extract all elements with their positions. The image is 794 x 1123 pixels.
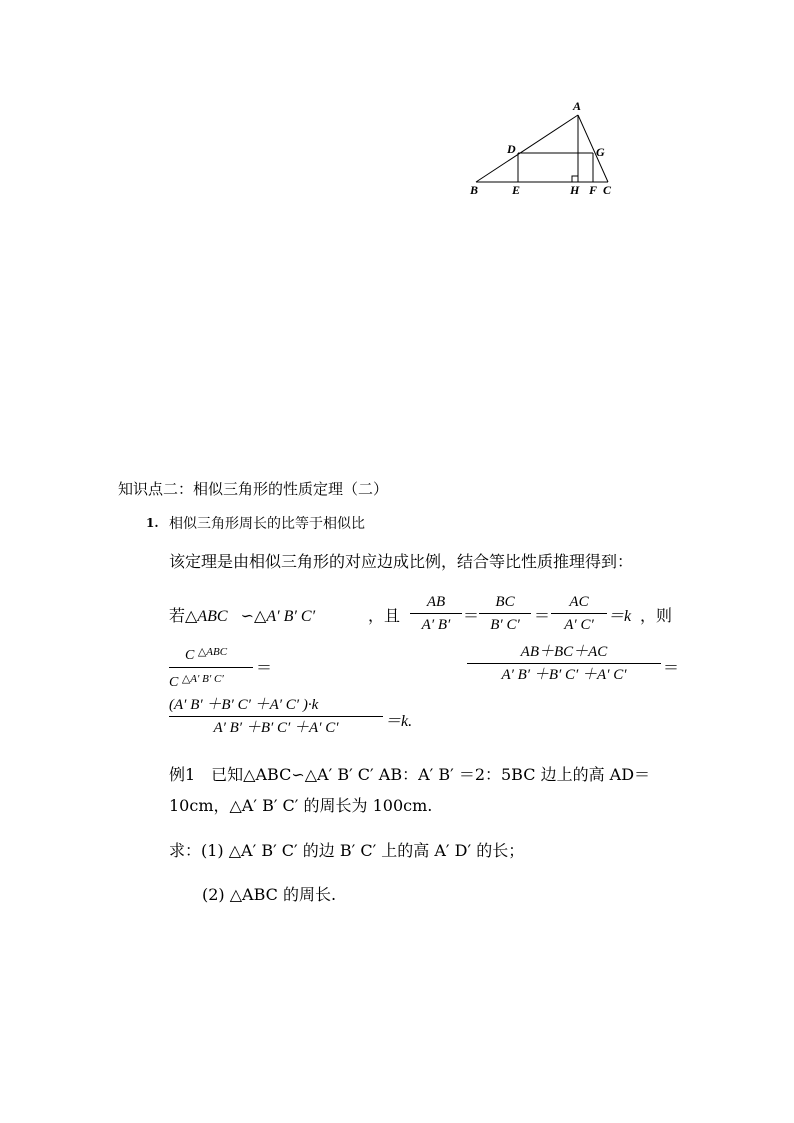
fraction-bc-numerator: BC (495, 594, 515, 610)
question-2: (2) △ABC 的周长. (202, 885, 337, 904)
segment-ab (476, 115, 578, 182)
right-angle-mark (572, 176, 578, 182)
label-g: G (596, 145, 605, 159)
equals-3: ＝ (256, 658, 273, 677)
label-c: C (603, 183, 612, 197)
fraction-perimeter-ratio (169, 643, 253, 692)
formula-ruo (169, 603, 315, 626)
item-number: 1. (146, 516, 159, 530)
label-d: D (507, 142, 516, 156)
triangle-symbol-2: △ (254, 606, 267, 625)
fraction-k-denominator: A′ B′ ＋B′ C′ ＋A′ C′ (213, 720, 339, 736)
geometry-figure (460, 96, 630, 202)
triangle-abc-prime: A′ B′ C′ (266, 608, 316, 625)
equals-5: ＝k. (385, 713, 413, 730)
fraction-ab-numerator: AB (426, 594, 446, 610)
label-f: F (589, 183, 598, 197)
similar-symbol: ∽ (240, 606, 255, 625)
word-ze: ，则 (640, 606, 673, 625)
perimeter-denominator: C $^{\triangle A' B' C'}$ (169, 673, 224, 690)
perimeter-numerator: C $^{\triangle ABC}$ (185, 646, 228, 663)
equals-k: ＝k (608, 608, 632, 625)
triangle-symbol: △ (185, 606, 198, 625)
fraction-k-numerator: (A′ B′ ＋B′ C′ ＋A′ C′ )·k (169, 697, 319, 713)
equals-1: ＝ (463, 606, 480, 625)
word-ruo: 若 (169, 606, 186, 625)
question-1: 求：(1) △A′ B′ C′ 的边 B′ C′ 上的高 A′ D′ 的长； (169, 841, 525, 860)
label-b: B (470, 183, 479, 197)
equals-4: ＝ (663, 658, 680, 677)
fraction-ab-denominator: A′ B′ (421, 617, 451, 633)
triangle-abc: ABC (197, 608, 228, 625)
fraction-k (169, 696, 383, 737)
fraction-bc (479, 593, 531, 634)
intro-text: 该定理是由相似三角形的对应边成比例，结合等比性质推理得到： (169, 552, 634, 571)
fraction-ab (410, 593, 462, 634)
item-title: 相似三角形周长的比等于相似比 (169, 516, 365, 532)
word-qie: ，且 (368, 606, 401, 625)
label-e: E (512, 183, 521, 197)
equals-2: ＝ (534, 606, 551, 625)
fraction-sum (467, 643, 661, 684)
fraction-ac-numerator: AC (569, 594, 589, 610)
fraction-sum-denominator: A′ B′ ＋B′ C′ ＋A′ C′ (501, 667, 627, 683)
label-a: A (573, 99, 582, 113)
label-h: H (570, 183, 580, 197)
fraction-bc-denominator: B′ C′ (490, 617, 520, 633)
fraction-ac-denominator: A′ C′ (564, 617, 594, 633)
example-line-1: 例1 已知△ABC∽△A′ B′ C′ AB：A′ B′ ＝2：5BC 边上的高 AD＝ (169, 765, 651, 784)
fraction-sum-numerator: AB＋BC＋AC (520, 644, 608, 660)
example-line-2: 10cm，△A′ B′ C′ 的周长为 100cm. (169, 796, 433, 815)
section-title: 知识点二：相似三角形的性质定理（二） (118, 480, 389, 498)
fraction-ac (551, 593, 607, 634)
